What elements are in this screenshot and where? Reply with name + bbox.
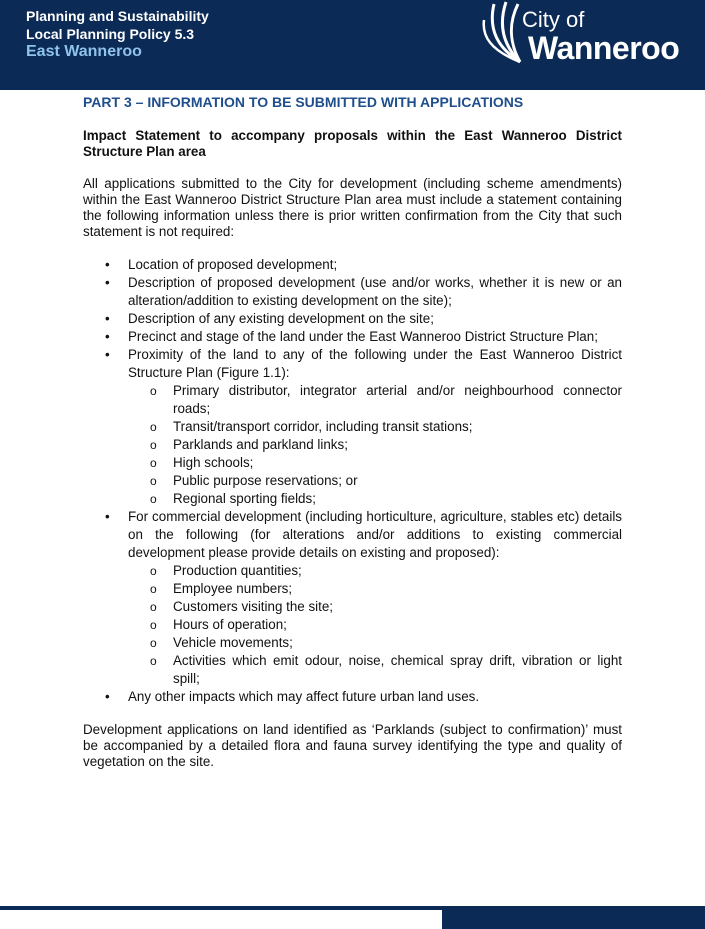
sublist-item bbox=[128, 634, 622, 652]
sub-bullet-icon: o bbox=[150, 384, 157, 398]
subheading: Impact Statement to accompany proposals within the East Wanneroo District Structure Plan area bbox=[83, 128, 622, 159]
sub-bullet-icon: o bbox=[150, 564, 157, 578]
commercial-sublist bbox=[128, 562, 622, 688]
sublist-item bbox=[128, 436, 622, 454]
sub-bullet-icon: o bbox=[150, 636, 157, 650]
list-item-text: For commercial development (including horticulture, agriculture, stables etc) details on the following (for alterations and/or additions to existing commercial development please provide details on existing and proposed): bbox=[128, 509, 622, 560]
sublist-item bbox=[128, 418, 622, 436]
list-item bbox=[83, 688, 622, 706]
document-body bbox=[83, 94, 622, 786]
bullet-icon: • bbox=[105, 275, 110, 290]
city-logo bbox=[478, 0, 698, 72]
bullet-icon: • bbox=[105, 329, 110, 344]
sublist-item-text: Public purpose reservations; or bbox=[173, 473, 358, 488]
sublist-item-text: Parklands and parkland links; bbox=[173, 437, 348, 452]
section-title: PART 3 – INFORMATION TO BE SUBMITTED WITH APPLICATIONS bbox=[83, 94, 524, 110]
sublist-item-text: Transit/transport corridor, including transit stations; bbox=[173, 419, 473, 434]
list-item-text: Proximity of the land to any of the following under the East Wanneroo District Structure Plan (Figure 1.1): bbox=[128, 347, 622, 380]
sublist-item bbox=[128, 598, 622, 616]
list-item bbox=[83, 328, 622, 346]
sub-bullet-icon: o bbox=[150, 582, 157, 596]
sublist-item bbox=[128, 616, 622, 634]
sublist-item-text: Primary distributor, integrator arterial and/or neighbourhood connector roads; bbox=[173, 383, 622, 416]
list-item-text: Location of proposed development; bbox=[128, 257, 338, 272]
list-item bbox=[83, 256, 622, 274]
header-area: East Wanneroo bbox=[26, 43, 142, 60]
sub-bullet-icon: o bbox=[150, 420, 157, 434]
sublist-item bbox=[128, 562, 622, 580]
list-item-text: Any other impacts which may affect future urban land uses. bbox=[128, 689, 480, 704]
sublist-item bbox=[128, 490, 622, 508]
list-item bbox=[83, 508, 622, 688]
page-header bbox=[0, 0, 705, 90]
intro-paragraph: All applications submitted to the City for development (including scheme amendments) within the East Wanneroo District Structure Plan area must include a statement containing the following information unless there is prior written confirmation from the City that such statement is not required: bbox=[83, 176, 622, 239]
sublist-item bbox=[128, 652, 622, 688]
sub-bullet-icon: o bbox=[150, 492, 157, 506]
sublist-item-text: Production quantities; bbox=[173, 563, 302, 578]
sublist-item bbox=[128, 472, 622, 490]
sublist-item-text: Employee numbers; bbox=[173, 581, 293, 596]
sublist-item-text: Activities which emit odour, noise, chemical spray drift, vibration or light spill; bbox=[173, 653, 622, 686]
list-item bbox=[83, 346, 622, 508]
sub-bullet-icon: o bbox=[150, 654, 157, 668]
list-item bbox=[83, 274, 622, 310]
list-item-text: Description of proposed development (use and/or works, whether it is new or an alteration/addition to existing development on the site); bbox=[128, 275, 622, 308]
sublist-item-text: Hours of operation; bbox=[173, 617, 287, 632]
sublist-item bbox=[128, 454, 622, 472]
logo-name-text: Wanneroo bbox=[528, 30, 680, 66]
closing-paragraph: Development applications on land identified as ‘Parklands (subject to confirmation)’ must be accompanied by a detailed flora and fauna survey identifying the type and quality of vegetation on the site. bbox=[83, 722, 622, 769]
sub-bullet-icon: o bbox=[150, 618, 157, 632]
bullet-icon: • bbox=[105, 347, 110, 362]
sub-bullet-icon: o bbox=[150, 438, 157, 452]
footer-block bbox=[442, 906, 705, 929]
sublist-item-text: Regional sporting fields; bbox=[173, 491, 316, 506]
sublist-item-text: High schools; bbox=[173, 455, 254, 470]
bullet-icon: • bbox=[105, 509, 110, 524]
list-item-text: Precinct and stage of the land under the East Wanneroo District Structure Plan; bbox=[128, 329, 598, 344]
bullet-icon: • bbox=[105, 311, 110, 326]
sub-bullet-icon: o bbox=[150, 600, 157, 614]
sublist-item-text: Customers visiting the site; bbox=[173, 599, 334, 614]
bullet-icon: • bbox=[105, 689, 110, 704]
sublist-item bbox=[128, 382, 622, 418]
logo-city-text: City of bbox=[522, 7, 585, 32]
bullet-icon: • bbox=[105, 257, 110, 272]
proximity-sublist bbox=[128, 382, 622, 508]
sublist-item bbox=[128, 580, 622, 598]
header-department: Planning and Sustainability bbox=[26, 8, 209, 24]
sublist-item-text: Vehicle movements; bbox=[173, 635, 293, 650]
sub-bullet-icon: o bbox=[150, 456, 157, 470]
requirements-list bbox=[83, 256, 622, 706]
sub-bullet-icon: o bbox=[150, 474, 157, 488]
header-policy: Local Planning Policy 5.3 bbox=[26, 26, 195, 42]
list-item bbox=[83, 310, 622, 328]
list-item-text: Description of any existing development on the site; bbox=[128, 311, 434, 326]
